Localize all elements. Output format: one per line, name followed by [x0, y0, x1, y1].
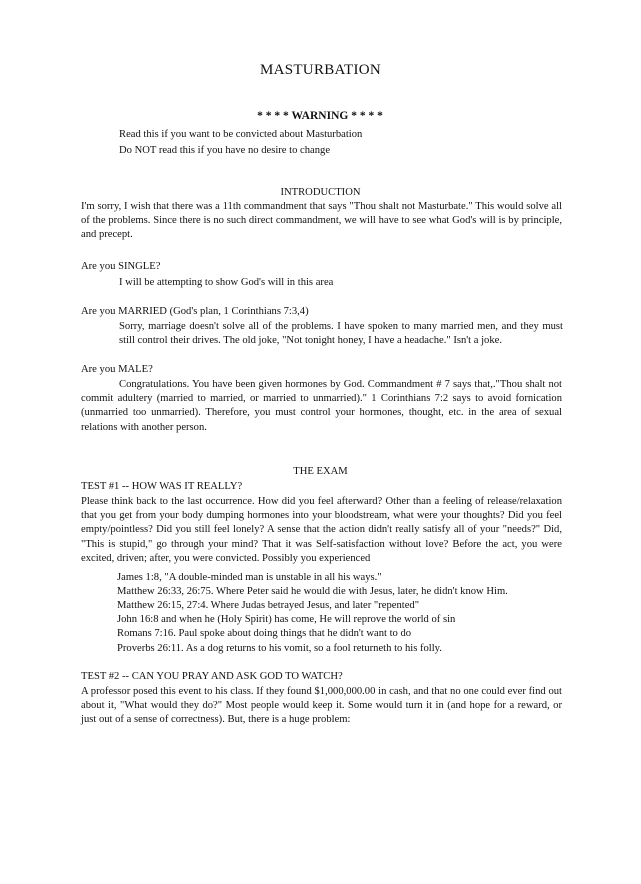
list-item: Matthew 26:15, 27:4. Where Judas betrayed Jesus, and later "repented": [117, 600, 420, 611]
warning-heading: * * * * WARNING * * * *: [257, 110, 383, 122]
test1-paragraph: Please think back to the last occurrence. How did you feel afterward? Other than a feeling of release/relaxation that you get from your body dumping hormones into your bloodstream, what were your thoughts? Did you feel empty/pointless? Did you still feel lonely? A sense that the action didn't really satisfy all of your "needs?" Did, "This is stupid," go through your mind? That it was Self-satisfaction without love? Before the act, you were excited, driven; after, you were convicted. Possibly you experienced: [81, 496, 562, 564]
test2-heading: TEST #2 -- CAN YOU PRAY AND ASK GOD TO WATCH?: [81, 671, 343, 682]
test2-paragraph: A professor posed this event to his class. If they found $1,000,000.00 in cash, and that no one could ever find out about it, "What would they do?" Most people would keep it. Some would turn it in (and hope for a reward, or just out of a sense of correctness). But, there is a huge problem:: [81, 686, 562, 726]
list-item: John 16:8 and when he (Holy Spirit) has come, He will reprove the world of sin: [117, 614, 456, 625]
page-title: MASTURBATION: [259, 62, 382, 78]
warning-line-2: Do NOT read this if you have no desire to change: [119, 145, 331, 156]
list-item: Proverbs 26:11. As a dog returns to his vomit, so a fool returneth to his folly.: [117, 643, 442, 654]
intro-heading: INTRODUCTION: [280, 187, 361, 198]
male-answer: Congratulations. You have been given hormones by God. Commandment # 7 says that,."Thou shalt not commit adultery (married to married, or married to unmarried)." 1 Corinthians 7:2 says to avoid fornication (unmarried too unmarried). Therefore, you must control your hormones, thought, etc. in the area of sexual relations with another person.: [81, 379, 562, 433]
warning-line-1: Read this if you want to be convicted about Masturbation: [119, 129, 363, 140]
list-item: Romans 7:16. Paul spoke about doing things that he didn't want to do: [117, 628, 412, 639]
intro-paragraph: I'm sorry, I wish that there was a 11th commandment that says "Thou shalt not Masturbate." This would solve all of the problems. Since there is no such direct commandment, we will have to see what God's will is by principle, and precept.: [81, 201, 562, 241]
list-item: James 1:8, "A double-minded man is unstable in all his ways.": [117, 572, 382, 583]
test1-heading: TEST #1 -- HOW WAS IT REALLY?: [81, 481, 243, 492]
single-answer: I will be attempting to show God's will in this area: [119, 277, 334, 288]
single-question: Are you SINGLE?: [81, 261, 161, 272]
male-question: Are you MALE?: [81, 364, 153, 375]
exam-heading: THE EXAM: [293, 466, 348, 477]
married-answer: Sorry, marriage doesn't solve all of the problems. I have spoken to many married men, and they must still control their drives. The old joke, "Not tonight honey, I have a headache." Isn't a joke.: [119, 321, 563, 347]
married-question: Are you MARRIED (God's plan, 1 Corinthians 7:3,4): [81, 306, 309, 317]
list-item: Matthew 26:33, 26:75. Where Peter said he would die with Jesus, later, he didn't know Him.: [117, 586, 508, 597]
